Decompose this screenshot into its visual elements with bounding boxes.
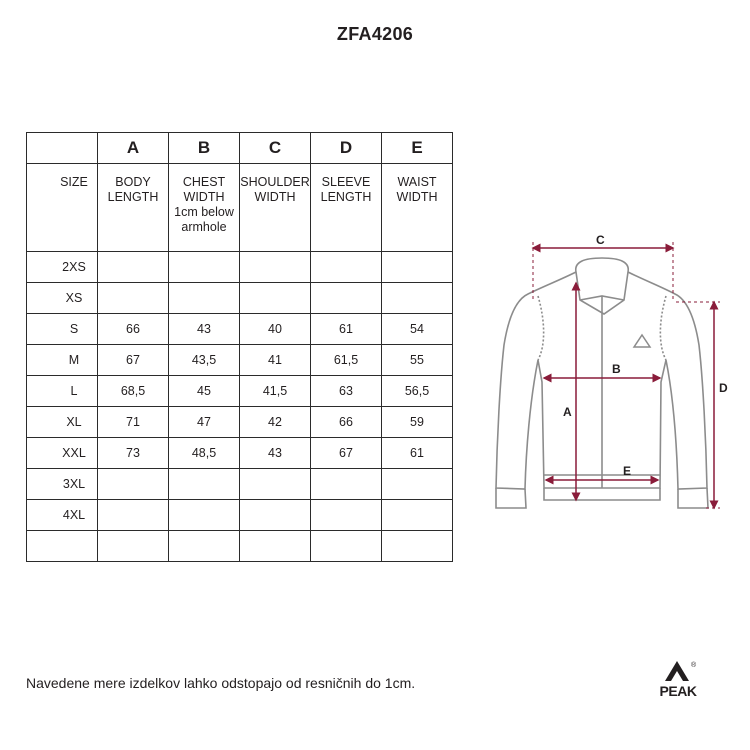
- description-line: LENGTH: [320, 190, 372, 204]
- size-label: XL: [27, 407, 98, 438]
- measurement-value: [311, 500, 382, 531]
- measurement-value: [98, 252, 169, 283]
- measurement-value: 43: [169, 314, 240, 345]
- measurement-value: 47: [169, 407, 240, 438]
- measurement-value: [311, 283, 382, 314]
- size-label: XS: [27, 283, 98, 314]
- description-line: CHEST: [182, 175, 226, 189]
- measurement-value: 40: [240, 314, 311, 345]
- label-c: C: [596, 233, 605, 247]
- table-row: [27, 283, 453, 314]
- measurement-value: [382, 252, 453, 283]
- description-line: WIDTH: [254, 190, 296, 204]
- measurement-letter-0: A: [98, 133, 169, 164]
- measurement-value: [311, 252, 382, 283]
- measurement-value: [169, 252, 240, 283]
- measurement-value: 63: [311, 376, 382, 407]
- measurement-value: [240, 500, 311, 531]
- size-chart-table: [26, 132, 453, 562]
- measurement-description-3: [311, 164, 382, 252]
- measurement-description-4: [382, 164, 453, 252]
- description-line: 1cm below: [174, 205, 234, 219]
- measurement-value: [240, 283, 311, 314]
- measurement-description-2: [240, 164, 311, 252]
- size-label: L: [27, 376, 98, 407]
- measurement-value: [311, 469, 382, 500]
- measurement-value: 54: [382, 314, 453, 345]
- size-label: S: [27, 314, 98, 345]
- measurement-value: [98, 500, 169, 531]
- measurement-value: 68,5: [98, 376, 169, 407]
- size-header: SIZE: [27, 164, 98, 252]
- measurement-value: 66: [311, 407, 382, 438]
- label-a: A: [563, 405, 572, 419]
- measurement-value: [382, 500, 453, 531]
- jacket-measurement-diagram: [486, 226, 738, 526]
- measurement-value: 55: [382, 345, 453, 376]
- table-row: [27, 469, 453, 500]
- product-code-title: ZFA4206: [336, 24, 414, 44]
- measurement-value: 66: [98, 314, 169, 345]
- measurement-value: 73: [98, 438, 169, 469]
- measurement-value: [98, 469, 169, 500]
- measurement-value: 43,5: [169, 345, 240, 376]
- table-row: [27, 252, 453, 283]
- logo-registered-mark: ®: [691, 662, 697, 669]
- measurement-value: [169, 469, 240, 500]
- measurement-letter-2: C: [240, 133, 311, 164]
- description-line: armhole: [181, 220, 227, 234]
- size-label: 2XS: [27, 252, 98, 283]
- table-row: [27, 531, 453, 562]
- measurement-letter-row: [27, 133, 453, 164]
- measurement-letter-3: D: [311, 133, 382, 164]
- measurement-value: [240, 252, 311, 283]
- tolerance-note: Navedene mere izdelkov lahko odstopajo od resničnih do 1cm.: [26, 675, 416, 691]
- measurement-value: [311, 531, 382, 562]
- measurement-value: 41: [240, 345, 311, 376]
- size-label: XXL: [27, 438, 98, 469]
- label-e: E: [623, 464, 632, 478]
- measurement-value: [98, 283, 169, 314]
- measurement-value: [382, 283, 453, 314]
- description-line: WIDTH: [396, 190, 438, 204]
- size-label: 4XL: [27, 500, 98, 531]
- table-row: [27, 314, 453, 345]
- measurement-value: 71: [98, 407, 169, 438]
- measurement-value: [240, 531, 311, 562]
- label-b: B: [612, 362, 621, 376]
- measurement-value: 45: [169, 376, 240, 407]
- measurement-value: [382, 469, 453, 500]
- table-row: [27, 438, 453, 469]
- table-row: [27, 376, 453, 407]
- measurement-value: 61,5: [311, 345, 382, 376]
- measurement-value: [169, 531, 240, 562]
- measurement-description-1: [169, 164, 240, 252]
- measurement-value: 59: [382, 407, 453, 438]
- description-line: WAIST: [397, 175, 437, 189]
- measurement-value: 61: [311, 314, 382, 345]
- measurement-description-row: [27, 164, 453, 252]
- measurement-letter-1: B: [169, 133, 240, 164]
- description-line: SHOULDER: [240, 175, 310, 189]
- table-row: [27, 407, 453, 438]
- measurement-value: 67: [311, 438, 382, 469]
- measurement-value: [98, 531, 169, 562]
- size-label: M: [27, 345, 98, 376]
- measurement-value: 61: [382, 438, 453, 469]
- description-line: LENGTH: [107, 190, 159, 204]
- measurement-letter-4: E: [382, 133, 453, 164]
- measurement-value: 56,5: [382, 376, 453, 407]
- table-row: [27, 345, 453, 376]
- measurement-value: 67: [98, 345, 169, 376]
- size-label: [27, 531, 98, 562]
- measurement-value: 41,5: [240, 376, 311, 407]
- label-d: D: [719, 381, 728, 395]
- measurement-value: [240, 469, 311, 500]
- description-line: BODY: [115, 175, 151, 189]
- table-row: [27, 500, 453, 531]
- size-label: 3XL: [27, 469, 98, 500]
- corner-cell: [27, 133, 98, 164]
- jacket-outline-icon: [496, 258, 708, 508]
- measurement-value: [169, 283, 240, 314]
- peak-logo-text: PEAK: [659, 683, 697, 699]
- measurement-value: 42: [240, 407, 311, 438]
- measurement-value: 43: [240, 438, 311, 469]
- description-line: SLEEVE: [321, 175, 371, 189]
- measurement-value: [382, 531, 453, 562]
- measurement-value: [169, 500, 240, 531]
- measurement-value: 48,5: [169, 438, 240, 469]
- measurement-description-0: [98, 164, 169, 252]
- description-line: WIDTH: [183, 190, 225, 204]
